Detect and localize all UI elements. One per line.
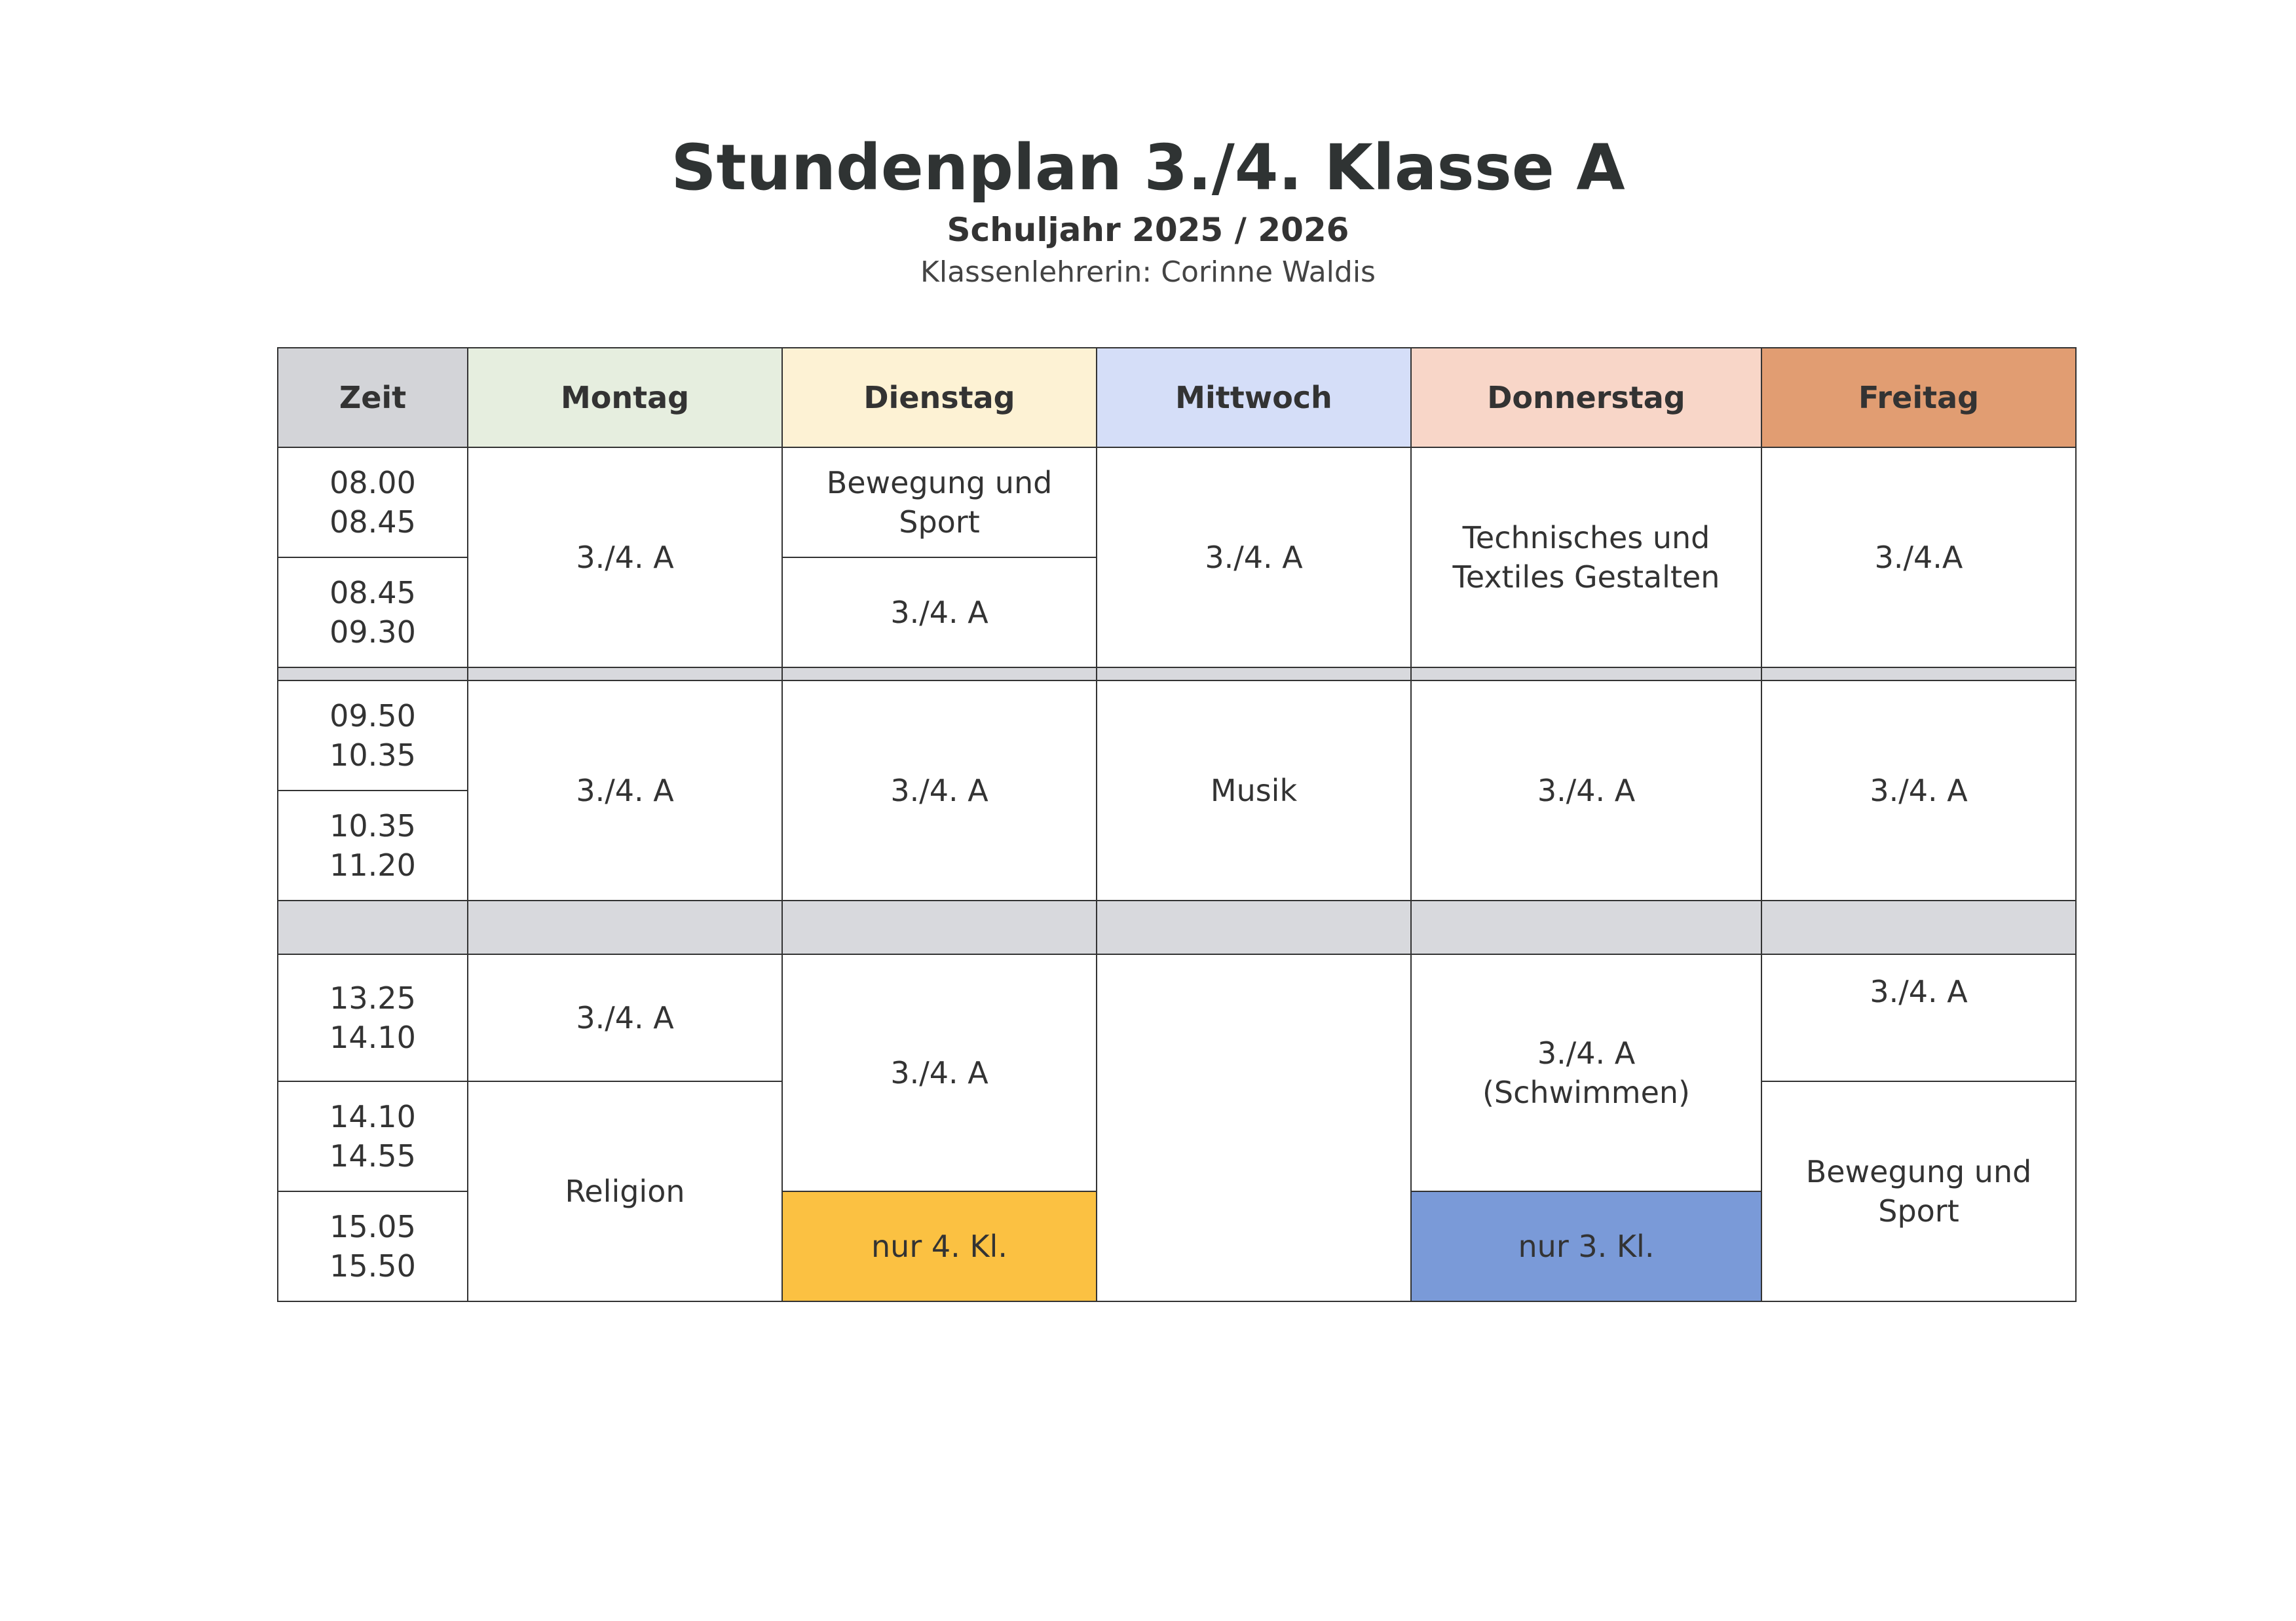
time-start: 09.50 [329,698,416,734]
lesson-dienstag-1 [782,447,1097,557]
time-end: 15.50 [329,1248,416,1284]
time-end: 09.30 [329,614,416,650]
time-start: 14.10 [329,1099,416,1134]
lesson-mittwoch-1: 3./4. A [1097,447,1411,667]
col-header-donnerstag: Donnerstag [1411,348,1761,447]
break-cell [278,901,468,954]
time-slot-6 [278,1081,468,1191]
break-cell [1411,901,1761,954]
lesson-dienstag-3: 3./4. A [782,680,1097,901]
time-end: 10.35 [329,737,416,773]
lesson-text: Bewegung und [826,465,1053,500]
time-start: 15.05 [329,1209,416,1244]
page-title: Stundenplan 3./4. Klasse A [671,131,1625,204]
lesson-dienstag-5: nur 4. Kl. [782,1191,1097,1301]
lesson-freitag-2: 3./4. A [1761,680,2076,901]
break-cell [782,667,1097,680]
time-end: 14.10 [329,1020,416,1055]
lesson-text: Sport [1878,1193,1959,1229]
timetable [277,347,2077,1302]
header-row [278,348,2076,447]
time-slot-3 [278,680,468,791]
lesson-mittwoch-2: Musik [1097,680,1411,901]
break-cell [1761,667,2076,680]
break-cell [278,667,468,680]
lesson-text: (Schwimmen) [1482,1075,1690,1110]
col-header-mittwoch: Mittwoch [1097,348,1411,447]
time-slot-1 [278,447,468,557]
time-slot-2 [278,557,468,667]
lesson-mittwoch-3 [1097,954,1411,1301]
lesson-dienstag-4: 3./4. A [782,954,1097,1191]
lesson-donnerstag-3 [1411,954,1761,1191]
class-teacher: Klassenlehrerin: Corinne Waldis [920,255,1376,289]
lesson-text: Sport [899,504,980,540]
table-row [278,954,2076,1081]
break-cell [1097,667,1411,680]
table-row [278,680,2076,791]
lesson-montag-2: 3./4. A [468,680,782,901]
col-header-freitag: Freitag [1761,348,2076,447]
break-row-short [278,667,2076,680]
lesson-text: Technisches und [1462,520,1710,555]
break-cell [1761,901,2076,954]
time-end: 11.20 [329,848,416,883]
time-slot-7 [278,1191,468,1301]
break-cell [468,901,782,954]
school-year: Schuljahr 2025 / 2026 [947,211,1349,249]
time-end: 14.55 [329,1138,416,1174]
time-start: 13.25 [329,980,416,1016]
time-start: 08.00 [329,465,416,500]
lesson-montag-1: 3./4. A [468,447,782,667]
break-cell [782,901,1097,954]
time-end: 08.45 [329,504,416,540]
lesson-freitag-1: 3./4.A [1761,447,2076,667]
lesson-freitag-4 [1761,1081,2076,1301]
lesson-montag-4: Religion [468,1081,782,1301]
lesson-freitag-3: 3./4. A [1761,954,2076,1081]
table-row [278,447,2076,557]
col-header-dienstag: Dienstag [782,348,1097,447]
time-start: 08.45 [329,575,416,610]
lesson-donnerstag-1 [1411,447,1761,667]
break-row-lunch [278,901,2076,954]
col-header-zeit: Zeit [278,348,468,447]
break-cell [1411,667,1761,680]
lesson-text: Textiles Gestalten [1452,559,1720,595]
lesson-text: Bewegung und [1805,1154,2032,1189]
lesson-text: 3./4. A [1537,1035,1636,1071]
time-slot-5 [278,954,468,1081]
time-slot-4 [278,791,468,901]
col-header-montag: Montag [468,348,782,447]
break-cell [468,667,782,680]
time-start: 10.35 [329,808,416,844]
break-cell [1097,901,1411,954]
lesson-dienstag-2: 3./4. A [782,557,1097,667]
lesson-montag-3: 3./4. A [468,954,782,1081]
lesson-donnerstag-2: 3./4. A [1411,680,1761,901]
lesson-donnerstag-4: nur 3. Kl. [1411,1191,1761,1301]
